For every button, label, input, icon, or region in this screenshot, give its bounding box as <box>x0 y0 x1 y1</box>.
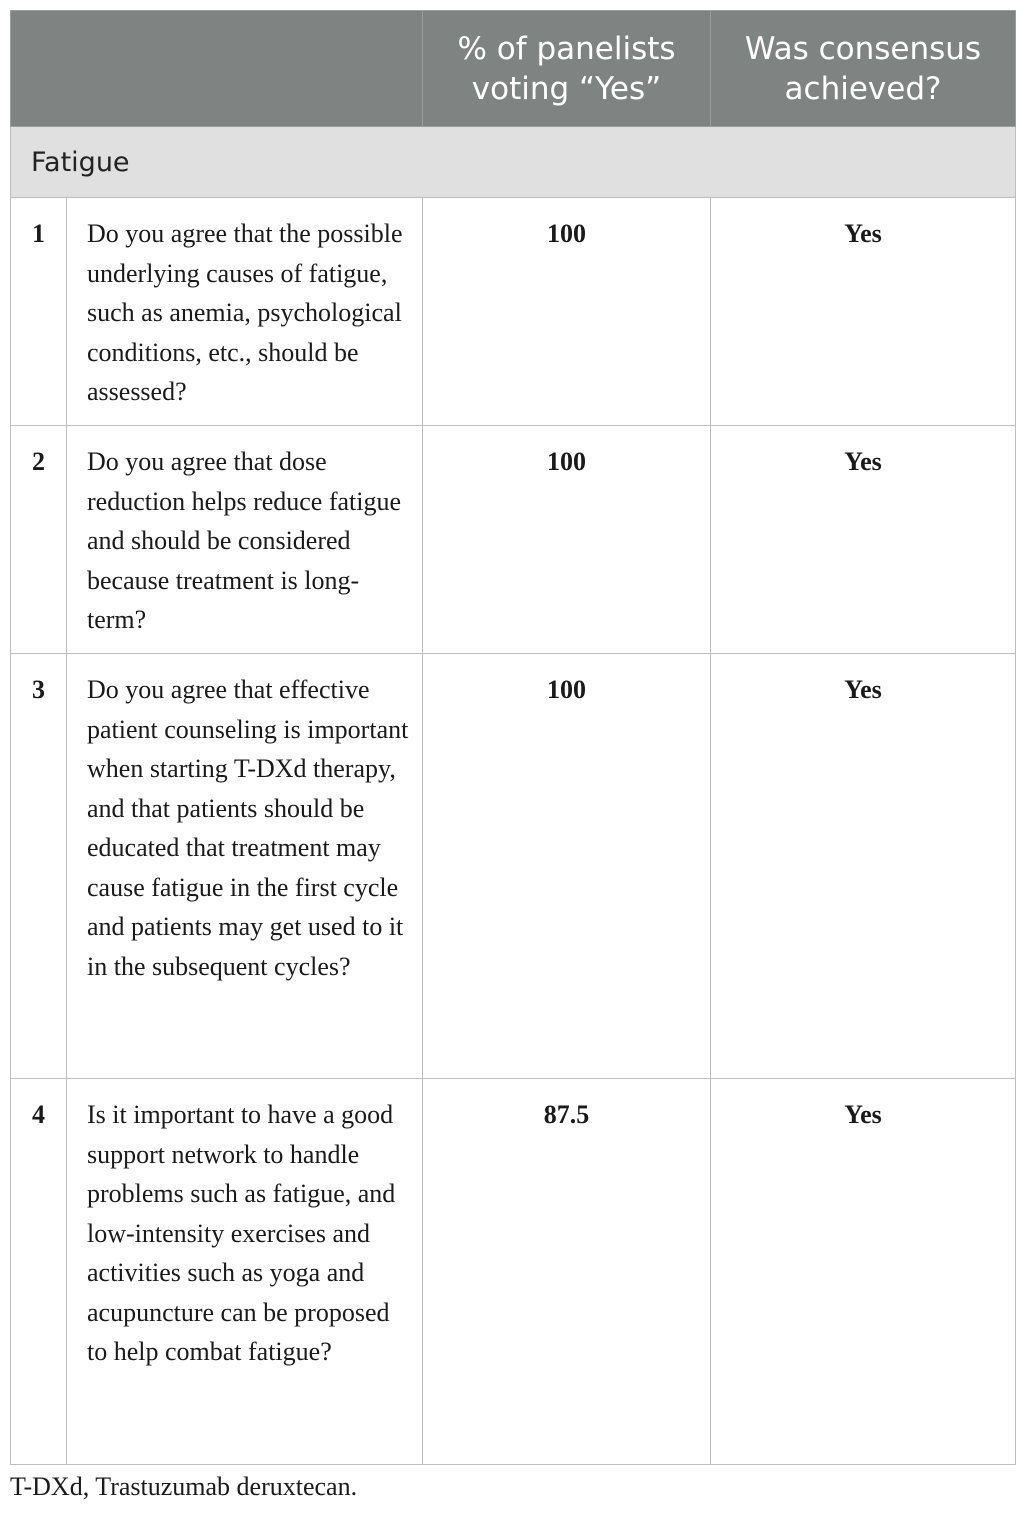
row-number: 4 <box>11 1079 67 1465</box>
row-consensus: Yes <box>711 654 1016 1079</box>
row-question: Do you agree that dose reduction helps reduce fatigue and should be considered because treatment is long-term? <box>67 426 423 654</box>
row-percent: 100 <box>423 198 711 426</box>
table-row <box>11 426 1016 654</box>
row-question: Do you agree that effective patient counseling is important when starting T-DXd therapy, and that patients should be educated that treatment may cause fatigue in the first cycle and patients may get used to it in the subsequent cycles? <box>67 654 423 1079</box>
header-consensus: Was consensus achieved? <box>711 11 1016 127</box>
table-header-row <box>11 11 1016 127</box>
row-number: 1 <box>11 198 67 426</box>
section-row <box>11 127 1016 198</box>
row-percent: 100 <box>423 654 711 1079</box>
header-percent-yes: % of panelists voting “Yes” <box>423 11 711 127</box>
row-percent: 87.5 <box>423 1079 711 1465</box>
section-title: Fatigue <box>11 127 1016 198</box>
row-question: Do you agree that the possible underlying causes of fatigue, such as anemia, psychological conditions, etc., should be assessed? <box>67 198 423 426</box>
row-consensus: Yes <box>711 198 1016 426</box>
row-percent: 100 <box>423 426 711 654</box>
row-consensus: Yes <box>711 426 1016 654</box>
table-footnote: T-DXd, Trastuzumab deruxtecan. <box>10 1472 358 1501</box>
header-empty-cell <box>11 11 423 127</box>
row-consensus: Yes <box>711 1079 1016 1465</box>
table-row <box>11 198 1016 426</box>
table-row <box>11 1079 1016 1465</box>
row-number: 3 <box>11 654 67 1079</box>
row-question: Is it important to have a good support network to handle problems such as fatigue, and low-intensity exercises and activities such as yoga and acupuncture can be proposed to help combat fatigue? <box>67 1079 423 1465</box>
consensus-table <box>10 10 1016 1465</box>
table-row <box>11 654 1016 1079</box>
row-number: 2 <box>11 426 67 654</box>
